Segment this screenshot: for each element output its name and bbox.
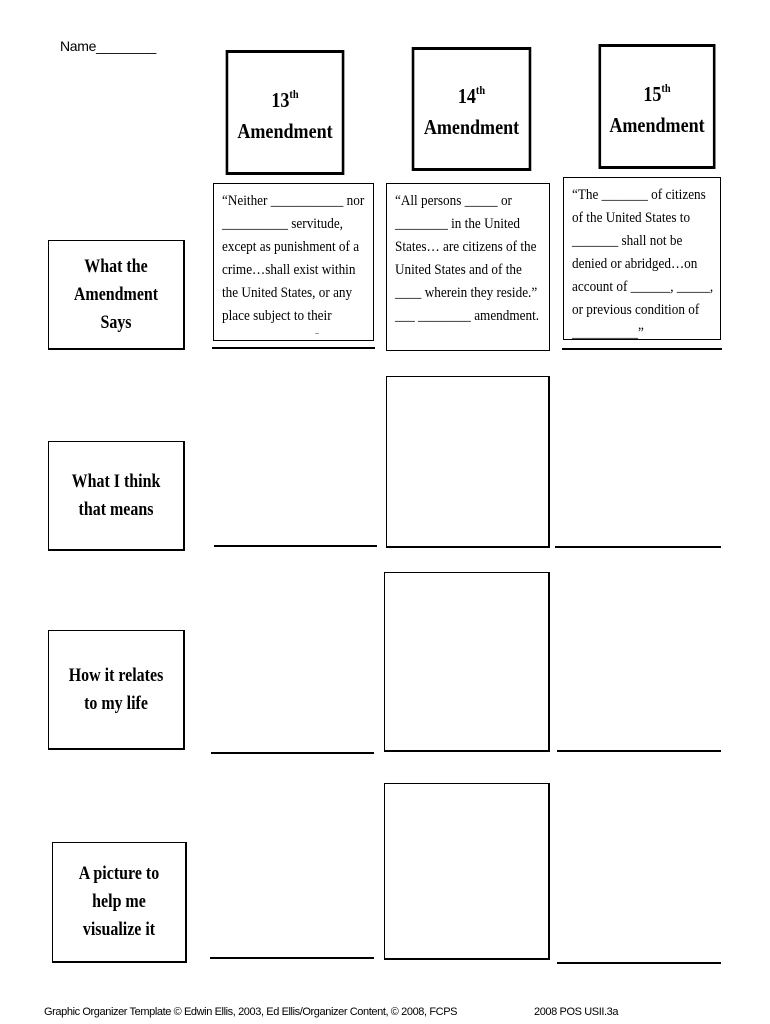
header-word: Amendment <box>609 112 705 137</box>
header-15th-amendment <box>599 44 716 169</box>
row-label-picture: A picture to help me visualize it <box>52 842 187 963</box>
answer-box[interactable] <box>384 783 550 960</box>
answer-line[interactable] <box>555 546 721 548</box>
header-number: 13th <box>271 86 299 112</box>
answer-line[interactable] <box>211 752 374 754</box>
quote-14th: “All persons _____ or ________ in the United States… are citizens of the United States and of the ____ wherein they reside.” ___ ________ amendment. <box>386 183 550 351</box>
answer-line[interactable] <box>210 957 374 959</box>
row-label-relates-to-life: How it relates to my life <box>48 630 185 750</box>
header-14th-amendment <box>412 47 532 171</box>
answer-line[interactable] <box>557 962 721 964</box>
footer-copyright: Graphic Organizer Template © Edwin Ellis, 2003, Ed Ellis/Organizer Content, © 2008, FCPS <box>44 1006 458 1018</box>
header-word: Amendment <box>237 118 333 143</box>
quote-13th: “Neither ___________ nor __________ servitude, except as punishment of a crime…shall exist within the United States, or any place subject to their <box>213 183 374 341</box>
name-field[interactable]: Name________ <box>60 38 157 54</box>
row-label-what-amendment-says: What the Amendment Says <box>48 240 185 350</box>
header-number: 15th <box>643 80 671 106</box>
ellipsis-mark: .. <box>315 327 319 336</box>
answer-line[interactable] <box>214 545 377 547</box>
answer-box[interactable] <box>384 572 550 752</box>
answer-box[interactable] <box>386 376 550 548</box>
quote-15th: “The _______ of citizens of the United States to _______ shall not be denied or abridged…on account of ______, _____, or previous condition of __________” <box>563 177 721 340</box>
header-word: Amendment <box>423 115 520 139</box>
footer-code: 2008 POS USII.3a <box>534 1006 619 1018</box>
header-number: 14th <box>457 83 486 108</box>
header-13th-amendment <box>226 50 345 175</box>
row-label-what-i-think: What I think that means <box>48 441 185 551</box>
answer-line[interactable] <box>212 347 375 349</box>
answer-line[interactable] <box>557 750 721 752</box>
answer-line[interactable] <box>562 348 722 350</box>
